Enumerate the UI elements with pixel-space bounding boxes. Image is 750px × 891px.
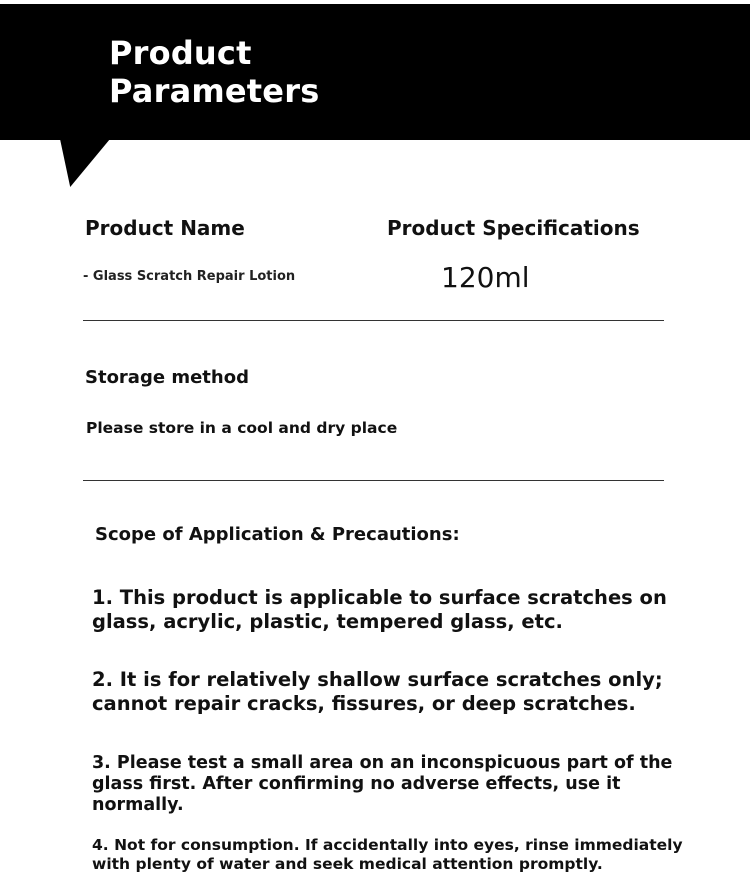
page-title	[109, 34, 319, 110]
divider-line	[83, 320, 664, 321]
precaution-item: 3. Please test a small area on an inconspicuous part of the glass first. After confirming no adverse effects, use it normally.	[92, 753, 673, 815]
header-pointer-triangle	[60, 139, 120, 187]
product-name-label: Product Name	[85, 216, 245, 240]
scope-precautions-heading: Scope of Application & Precautions:	[95, 524, 460, 545]
product-specifications-label: Product Specifications	[387, 216, 640, 240]
precaution-item: 2. It is for relatively shallow surface scratches only; cannot repair cracks, fissures, or deep scratches.	[92, 668, 663, 715]
divider-line	[83, 480, 664, 481]
precaution-item: 1. This product is applicable to surface scratches on glass, acrylic, plastic, tempered glass, etc.	[92, 586, 667, 633]
product-specifications-value: 120ml	[441, 261, 530, 294]
page-title-line-2: Parameters	[109, 72, 320, 110]
precaution-item: 4. Not for consumption. If accidentally into eyes, rinse immediately with plenty of water and seek medical attention promptly.	[92, 836, 683, 873]
page-title-line-1: Product	[109, 34, 252, 72]
storage-method-value: Please store in a cool and dry place	[86, 419, 398, 437]
product-name-value: - Glass Scratch Repair Lotion	[83, 269, 296, 284]
storage-method-label: Storage method	[85, 367, 249, 388]
